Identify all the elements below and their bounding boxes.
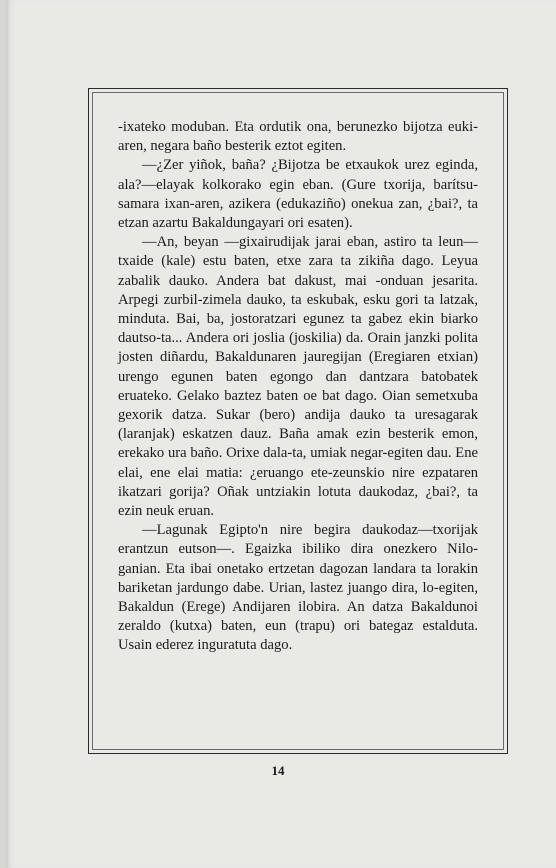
page-number: 14 [271, 763, 285, 778]
paragraph-1: -ixateko moduban. Eta ordutik ona, berunezko bijotza euki-aren, negara baño besterik eztot egiten. [118, 119, 478, 155]
body-text [118, 118, 478, 656]
paragraph-2: —¿Zer yiñok, baña? ¿Bijotza be etxaukok urez eginda, ala?—elayak kolkorako egin eban. (Gure txorija, barítsu-samara ixan-aren, azikera (edukaziño) onekua zan, ¿bai?, ta etzan azartu Bakaldungayari ori esaten). [118, 157, 478, 232]
paragraph-3: —An, beyan —gixairudijak jarai eban, astiro ta leun— txaide (kale) estu baten, etxe zara ta zikiña dago. Leyua zabalik dauko. Andera bat dakust, mai -onduan jesarita. Arpegi zurbil-zimela dauko, ta eskubak, esku gori ta latzak, minduta. Bai, ba, jostoratzari egunez ta gabez ekin biarko dautso-ta... Andera ori joslia (joskilia) da. Orain janzki polita josten diñardu, Bakaldunaren jauregijan (Eregiaren etxian) urengo egunen baten egongo dan dantzara batobatek eruateko. Gelako baztez baten oe bat dago. Oian semetxuba gexorik datza. Sukar (bero) andija dauko ta uresagarak (laranjak) eskatzen dauz. Baña amak ezin besterik emon, erekako ura baño. Orixe dala-ta, umiak negar-egiten dau. Ene elai, ene elai matia: ¿eruango ete-zeunskio nire ezpataren ikatzari gorija? Oñak untziakin lotuta daukodaz, ¿bai?, ta ezin neuk eruan. [118, 234, 478, 520]
paragraph-4: —Lagunak Egipto'n nire begira daukodaz—txorijak erantzun eutson—. Egaizka ibiliko dira onezkero Nilo-ganian. Eta ibai onetako ertzetan dagozan landara ta lorakin bariketan jardungo dabe. Urian, lastez juango dira, lo-egiten, Bakaldun (Erege) Andijaren ilobira. An datza Bakaldunoi zeraldo (kutxa) baten, eun (trapu) ori bategaz estalduta. Usain ederez inguratuta dago. [118, 522, 478, 654]
